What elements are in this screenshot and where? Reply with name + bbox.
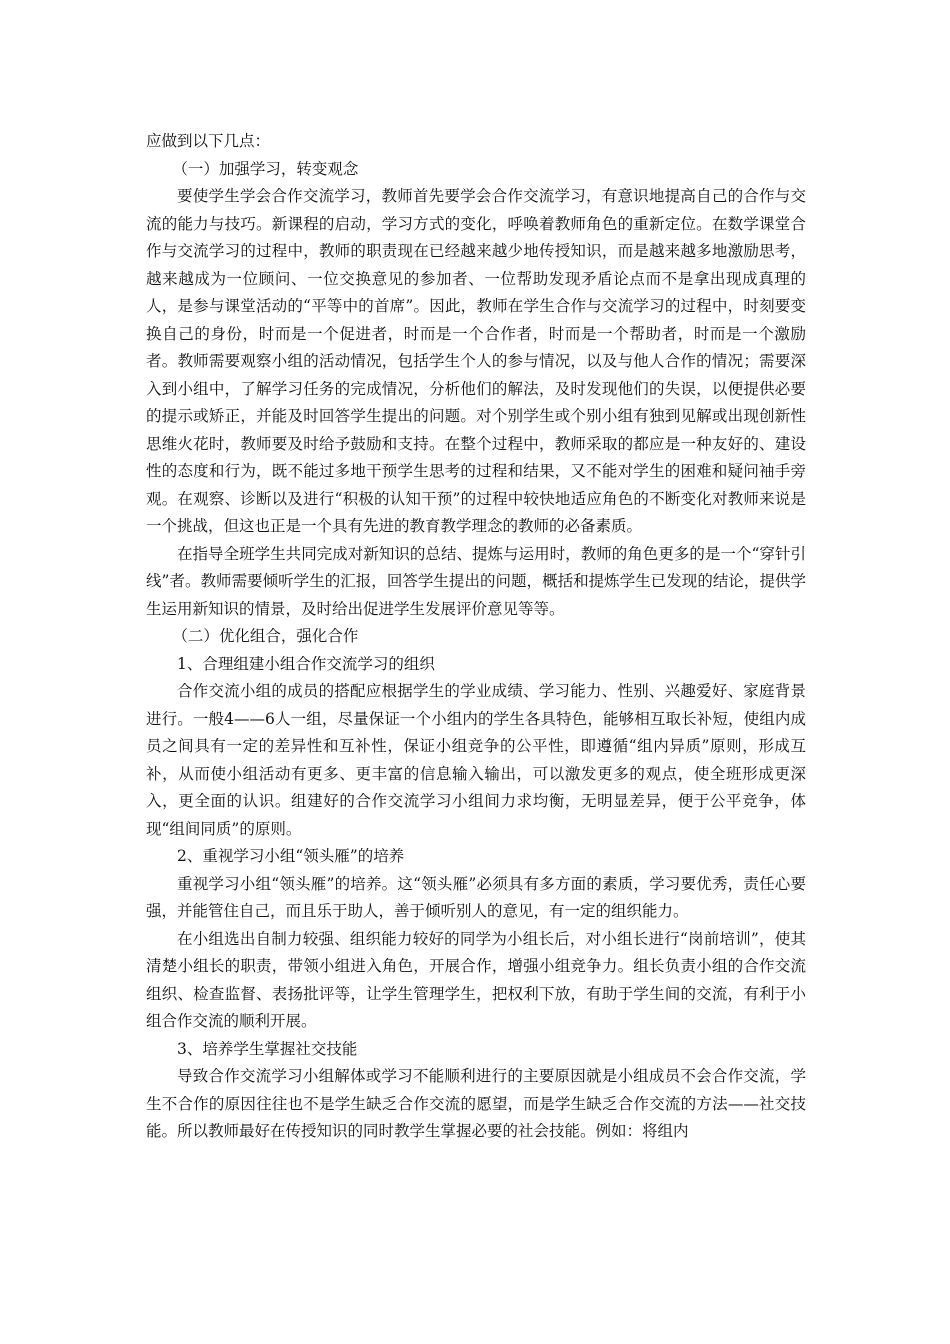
paragraph-1: 要使学生学会合作交流学习，教师首先要学会合作交流学习，有意识地提高自己的合作与交流的能力与技巧。新课程的启动，学习方式的变化，呼唤着教师角色的重新定位。在数学课堂合作与交流学习的过程中，教师的职责现在已经越来越少地传授知识，而是越来越多地激励思考，越来越成为一位顾问、一位交换意见的参加者、一位帮助发现矛盾论点而不是拿出现成真理的人，是参与课堂活动的“平等中的首席”。因此，教师在学生合作与交流学习的过程中，时刻要变换自己的身份，时而是一个促进者，时而是一个合作者，时而是一个帮助者，时而是一个激励者。教师需要观察小组的活动情况，包括学生个人的参与情况，以及与他人合作的情况；需要深入到小组中，了解学习任务的完成情况，分析他们的解法，及时发现他们的失误，以便提供必要的提示或矫正，并能及时回答学生提出的问题。对个别学生或个别小组有独到见解或出现创新性思维火花时，教师要及时给予鼓励和支持。在整个过程中，教师采取的都应是一种友好的、建设性的态度和行为，既不能过多地干预学生思考的过程和结果，又不能对学生的困难和疑问袖手旁观。在观察、诊断以及进行“积极的认知干预”的过程中较快地适应角色的不断变化对教师来说是一个挑战，但这也正是一个具有先进的教育教学理念的教师的必备素质。 [146, 187, 806, 535]
section-heading-1: （一）加强学习，转变观念 [172, 159, 359, 178]
paragraph-6: 导致合作交流学习小组解体或学习不能顺利进行的主要原因就是小组成员不会合作交流，学生不合作的原因往往也不是学生缺乏合作交流的愿望，而是学生缺乏合作交流的方法——社交技能。所以教师最好在传授知识的同时教学生掌握必要的社会技能。例如：将组内 [146, 1067, 806, 1140]
document-page [146, 128, 806, 1146]
subsection-heading-3: 3、培养学生掌握社交技能 [177, 1039, 358, 1058]
subsection-heading-2: 2、重视学习小组“领头雁”的培养 [177, 847, 405, 865]
paragraph-5: 在小组选出自制力较强、组织能力较好的同学为小组长后，对小组长进行“岗前培训”，使其清楚小组长的职责，带领小组进入角色，开展合作，增强小组竞争力。组长负责小组的合作交流组织、检查监督、表扬批评等，让学生管理学生，把权利下放，有助于学生间的交流，有利于小组合作交流的顺利开展。 [146, 929, 806, 1030]
paragraph-2: 在指导全班学生共同完成对新知识的总结、提炼与运用时，教师的角色更多的是一个“穿针引线”者。教师需要倾听学生的汇报，回答学生提出的问题，概括和提炼学生已发现的结论，提供学生运用新知识的情景，及时给出促进学生发展评价意见等等。 [146, 544, 806, 618]
paragraph-3: 合作交流小组的成员的搭配应根据学生的学业成绩、学习能力、性别、兴趣爱好、家庭背景进行。一般4——6人一组，尽量保证一个小组内的学生各具特色，能够相互取长补短，使组内成员之间具有一定的差异性和互补性，保证小组竞争的公平性，即遵循“组内异质”原则，形成互补，从而使小组活动有更多、更丰富的信息输入输出，可以激发更多的观点，使全班形成更深入，更全面的认识。组建好的合作交流学习小组间力求均衡，无明显差异，便于公平竞争，体现“组间同质”的原则。 [146, 682, 806, 838]
intro-line: 应做到以下几点： [146, 132, 271, 150]
paragraph-4: 重视学习小组“领头雁”的培养。这“领头雁”必须具有多方面的素质，学习要优秀，责任心要强，并能管住自己，而且乐于助人，善于倾听别人的意见，有一定的组织能力。 [146, 874, 806, 920]
section-heading-2: （二）优化组合，强化合作 [172, 627, 359, 645]
subsection-heading-1: 1、合理组建小组合作交流学习的组织 [177, 654, 435, 673]
